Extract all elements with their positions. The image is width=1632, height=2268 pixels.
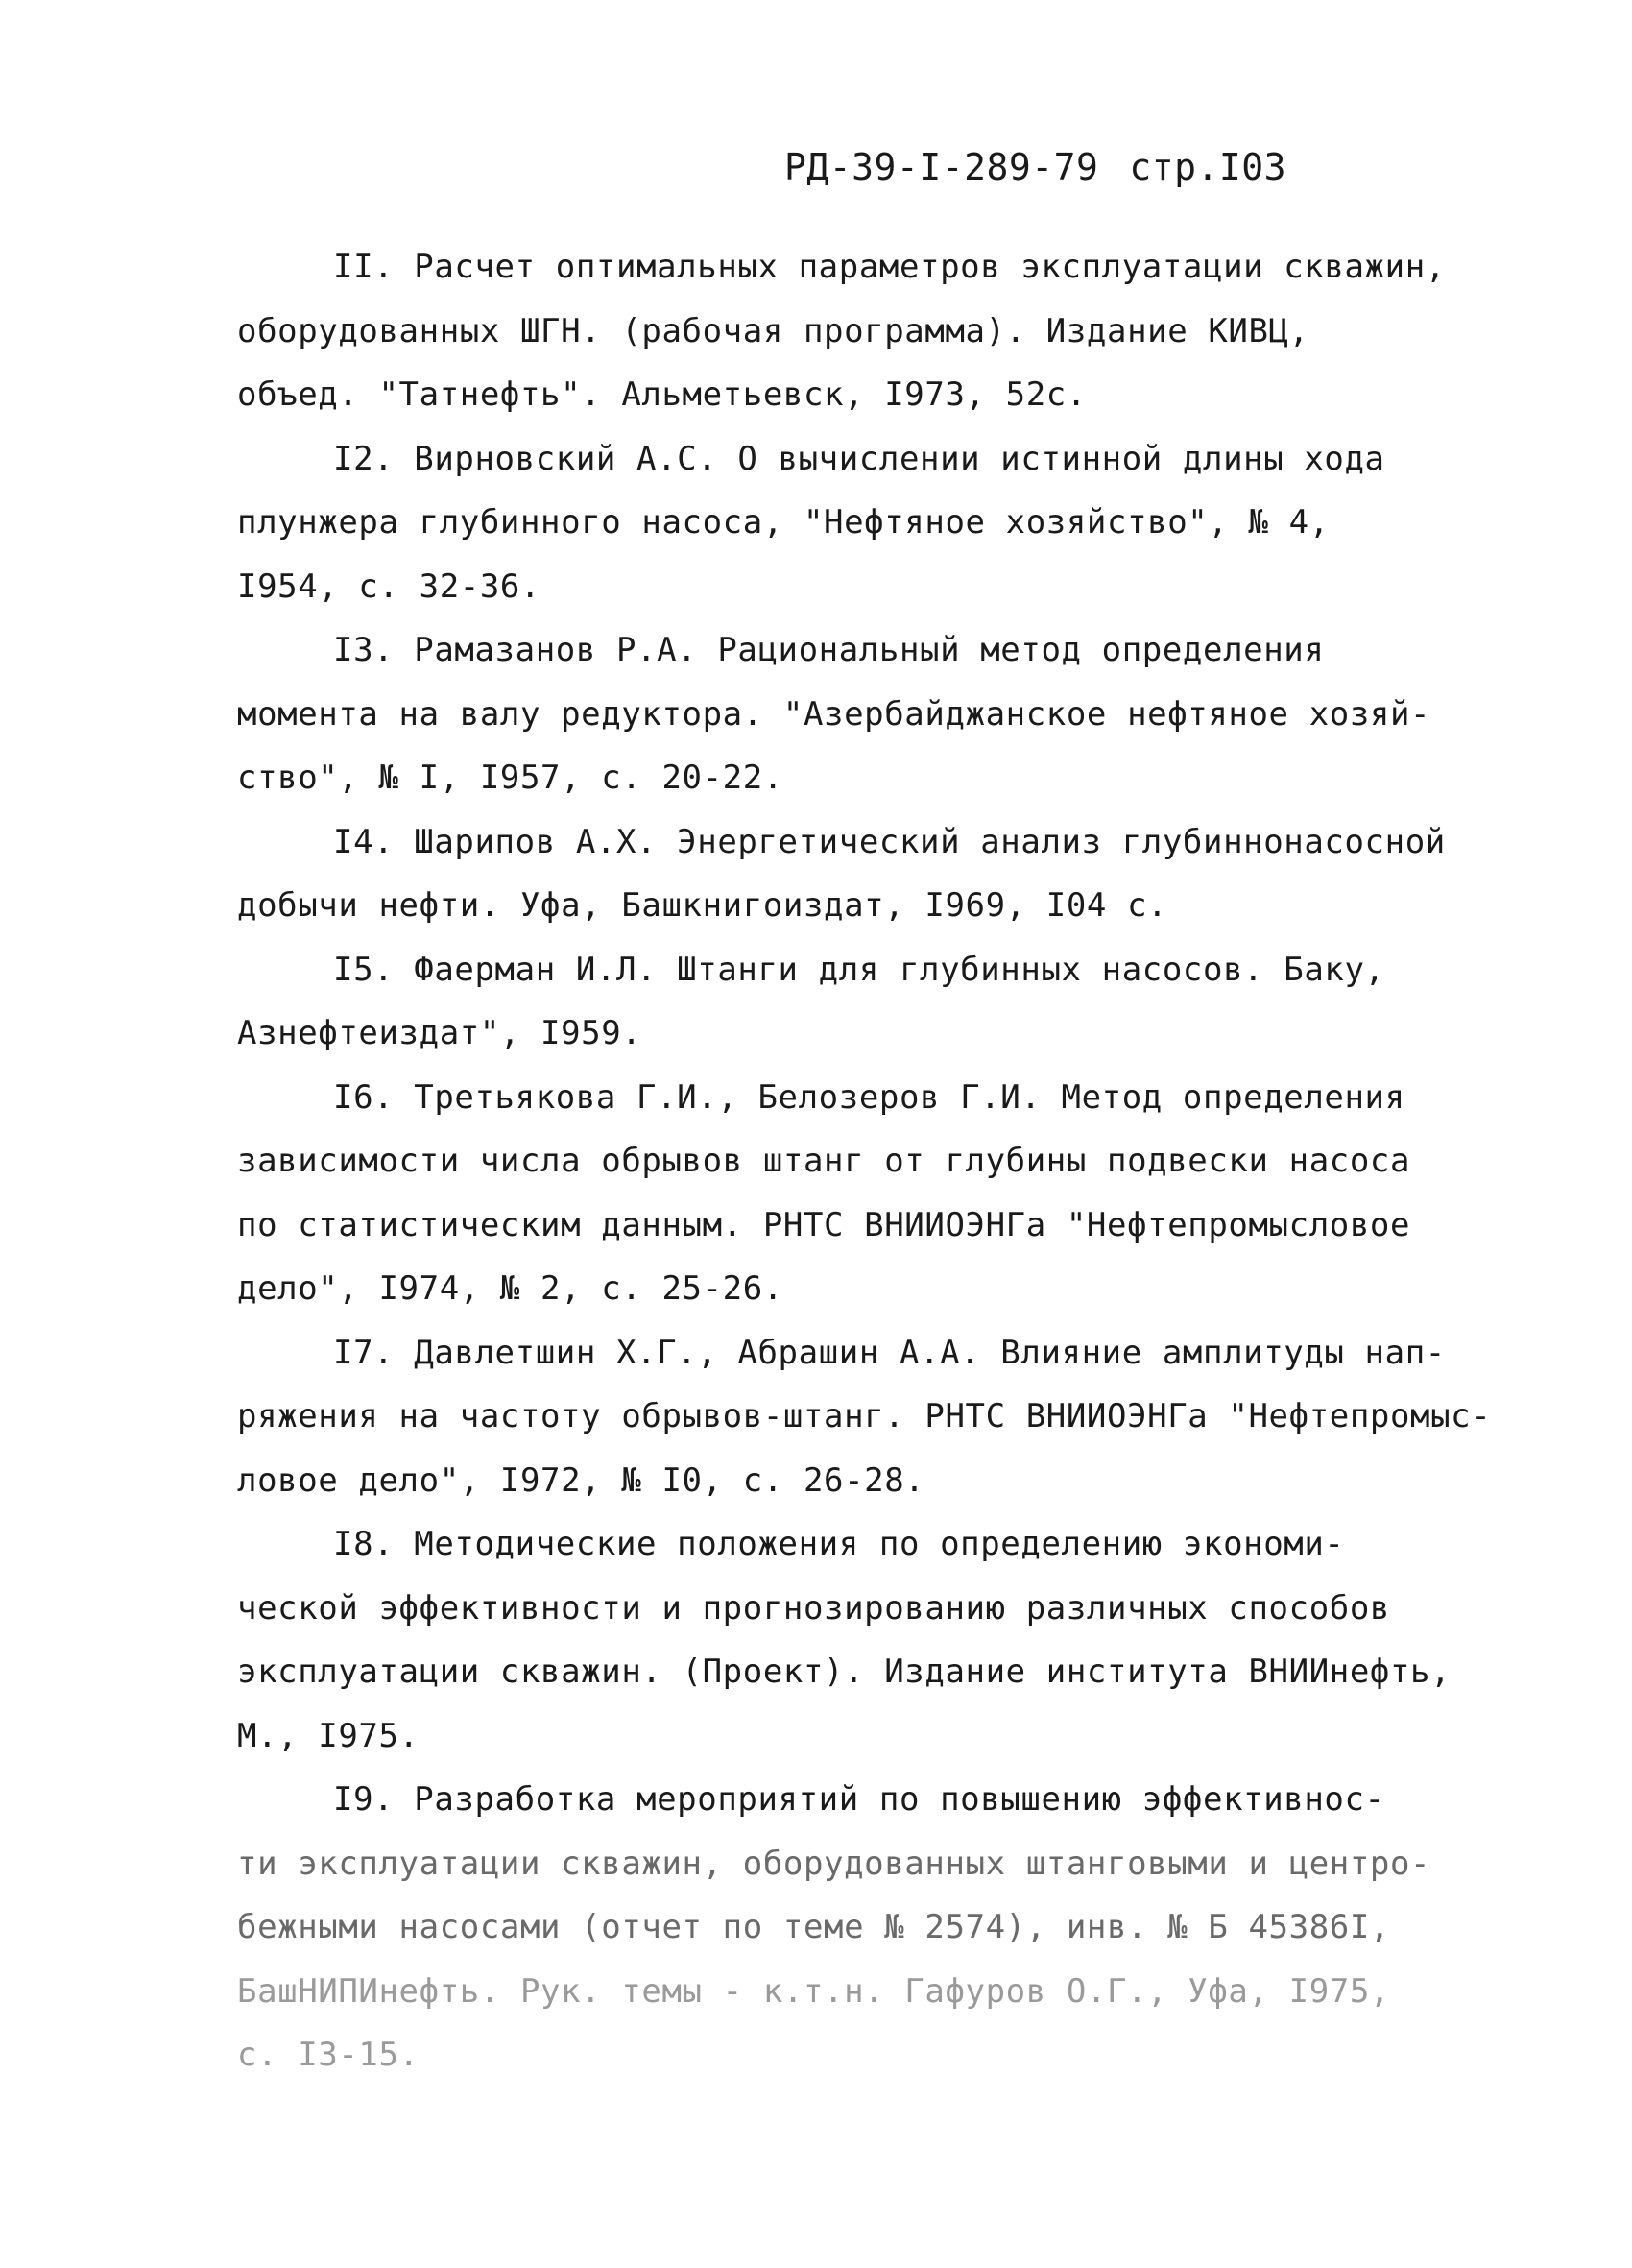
page-header: [784, 146, 1286, 188]
reference-line: I5. Фаерман И.Л. Штанги для глубинных насосов. Баку,: [333, 950, 1385, 989]
reference-line: I2. Вирновский А.С. О вычислении истинной длины хода: [333, 439, 1385, 478]
reference-line: ловое дело", I972, № I0, с. 26-28.: [237, 1460, 925, 1500]
reference-line: ство", № I, I957, с. 20-22.: [237, 759, 783, 797]
reference-line: по статистическим данным. РНТС ВНИИОЭНГа "Нефтепромысловое: [237, 1205, 1411, 1244]
reference-line: БашНИПИнефть. Рук. темы - к.т.н. Гафуров О.Г., Уфа, I975,: [237, 1971, 1390, 2011]
reference-item: [237, 618, 1456, 810]
page-number: стр.I03: [1129, 146, 1286, 188]
reference-item: [237, 235, 1456, 427]
reference-item: [237, 810, 1456, 938]
reference-line: I3. Рамазанов Р.А. Рациональный метод определения: [333, 631, 1325, 669]
reference-line: плунжера глубинного насоса, "Нефтяное хозяйство", № 4,: [237, 503, 1330, 542]
reference-line: эксплуатации скважин. (Проект). Издание института ВНИИнефть,: [237, 1653, 1452, 1691]
reference-line: I8. Методические положения по определению экономи-: [333, 1525, 1345, 1563]
reference-item: [237, 1512, 1456, 1768]
reference-item: [237, 1066, 1456, 1321]
reference-line: зависимости числа обрывов штанг от глубины подвески насоса: [237, 1142, 1411, 1180]
reference-line: бежными насосами (отчет по теме № 2574), инв. № Б 45386I,: [237, 1908, 1390, 1946]
reference-line: I9. Разработка мероприятий по повышению эффективнос-: [333, 1780, 1385, 1819]
reference-line: I954, с. 32-36.: [237, 567, 541, 606]
reference-line: оборудованных ШГН. (рабочая программа). Издание КИВЦ,: [237, 311, 1309, 350]
reference-line: М., I975.: [237, 1716, 420, 1755]
reference-item: [237, 938, 1456, 1066]
reference-item: [237, 1768, 1456, 2087]
reference-line: добычи нефти. Уфа, Башкнигоиздат, I969, I04 с.: [237, 886, 1168, 925]
reference-line: объед. "Татнефть". Альметьевск, I973, 52с.: [237, 375, 1087, 414]
reference-line: ческой эффективности и прогнозированию различных способов: [237, 1588, 1390, 1628]
reference-line: I4. Шарипов А.Х. Энергетический анализ глубиннонасосной: [333, 822, 1446, 861]
reference-line: ти эксплуатации скважин, оборудованных штанговыми и центро-: [237, 1844, 1431, 1883]
reference-line: с. I3-15.: [237, 2036, 420, 2074]
reference-line: момента на валу редуктора. "Азербайджанское нефтяное хозяй-: [237, 694, 1431, 734]
reference-item: [237, 427, 1456, 619]
reference-line: ряжения на частоту обрывов-штанг. РНТС ВНИИОЭНГа "Нефтепромыс-: [237, 1397, 1492, 1436]
reference-line: I6. Третьякова Г.И., Белозеров Г.И. Метод определения: [333, 1077, 1405, 1117]
reference-line: дело", I974, № 2, с. 25-26.: [237, 1269, 783, 1308]
reference-item: [237, 1321, 1492, 1513]
document-code: РД-39-I-289-79: [784, 146, 1099, 188]
reference-list: [237, 235, 1492, 2087]
reference-line: I7. Давлетшин Х.Г., Абрашин А.А. Влияние амплитуды нап-: [333, 1333, 1446, 1372]
reference-line: Азнефтеиздат", I959.: [237, 1014, 642, 1052]
reference-line: II. Расчет оптимальных параметров эксплуатации скважин,: [333, 248, 1446, 286]
